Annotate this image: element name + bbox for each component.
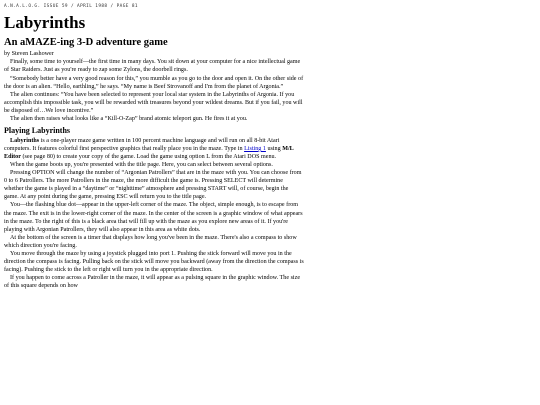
body-paragraph: At the bottom of the screen is a timer that displays how long you've been in the maze. There's also a compass to show which direction you're facing. — [4, 234, 297, 249]
ml-editor-name: M/L Editor — [4, 145, 294, 160]
intro-paragraph: “Somebody better have a very good reason for this,” you mumble as you go to the door and open it. On the other side of the door is an alien. “Hello, earthling,” he says. “My name is Beef Strovanoff and I'm from the planet of Argonia.” — [4, 75, 304, 90]
intro-paragraph: Finally, some time to yourself—the first time in many days. You sit down at your computer for a nice intellectual game of Star Raiders. Just as you're ready to zap some Zylons, the doorbell rings. — [4, 59, 301, 74]
section-heading: Playing Labyrinths — [4, 126, 71, 136]
article-subtitle: An aMAZE-ing 3-D adventure game — [4, 36, 168, 48]
listing-1-link[interactable]: Listing 1 — [244, 145, 266, 152]
body-paragraph: You—the flashing blue dot—appear in the upper-left corner of the maze. The object, simple enough, is to escape from the maze. The exit is in the lower-right corner of the maze. In the center of the screen is a graphic window of what appears in the maze. To the right of this is a black area that will fill up with the maze as you explore new areas of it. If you're playing with Argonian Patrollers, they will also appear in this area as white dots. — [4, 202, 303, 233]
body-paragraph: Labyrinths is a one-player maze game written in 100 percent machine language and will run on all 8-bit Atari computers. It features colorful first perspective graphics that really place you in the maze. Type in Listing 1 using M/L Editor (see page 80) to create your copy of the game. Load the game using option L from the Atari DOS menu. — [4, 137, 294, 160]
intro-paragraph: The alien continues: “You have been selected to represent your local star system in the Labyrinths of Argonia. If you accomplish this impossible task, you will be rewarded with treasures beyond your wildest dreams. But if you fail, you will be disposed of…We love incentive.” — [4, 91, 303, 114]
body-paragraph: When the game boots up, you're presented with the title page. Here, you can select between several options. — [10, 162, 273, 168]
game-name: Labyrinths — [10, 137, 40, 144]
body-paragraph: You move through the maze by using a joystick plugged into port 1. Pushing the stick forward will move you in the direction the compass is facing. Pulling back on the stick will move you backward (away from the direction the compass is facing). Pushing the stick to the left or right will turn you in the appropriate direction. — [4, 251, 304, 274]
intro-paragraph: The alien then raises what looks like a “Kill-O-Zap” brand atomic teleport gun. He fires it at you. — [10, 116, 248, 123]
byline: by Steven Lashower — [4, 51, 54, 58]
body-paragraph: If you happen to come across a Patroller in the maze, it will appear as a pulsing square in the graphic window. The size of this square depends on how — [4, 275, 301, 290]
article-page — [0, 0, 308, 291]
article-title: Labyrinths — [4, 13, 86, 32]
issue-header: A.N.A.L.O.G. ISSUE 59 / APRIL 1988 / PAGE 81 — [4, 4, 138, 9]
body-paragraph: Pressing OPTION will change the number of “Argonian Patrollers” that are in the maze with you. You can choose from 0 to 6 Patrollers. The more Patrollers in the maze, the more difficult the game is. Pressing SELECT will determine whether the game is played in a “daytime” or “nighttime” atmosphere and pressing START will, of course, begin the game. At any point during the game, pressing ESC will return you to the title page. — [4, 170, 302, 201]
